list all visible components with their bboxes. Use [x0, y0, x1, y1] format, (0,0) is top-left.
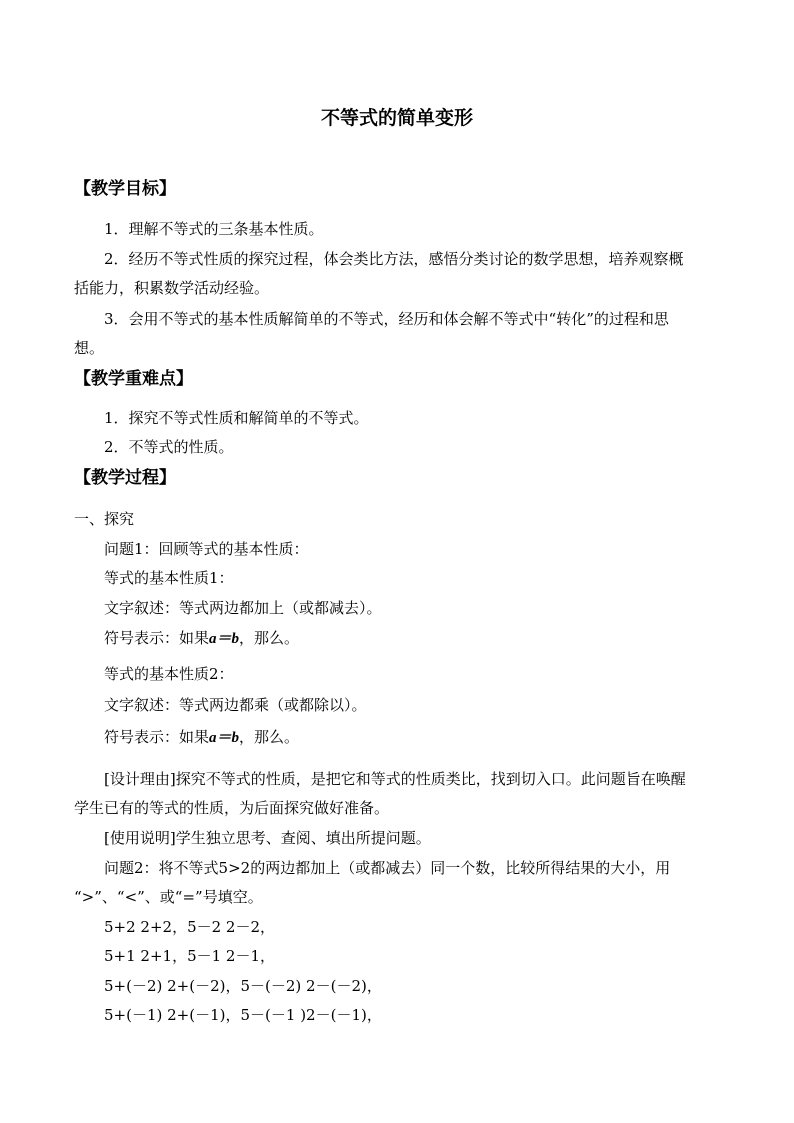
part-1-label: 一、探究 — [74, 510, 135, 528]
goal-item-3-cont: 想。 — [74, 339, 105, 357]
key-point-1: 1．探究不等式性质和解简单的不等式。 — [104, 409, 369, 427]
property-2-text: 文字叙述：等式两边都乘（或都除以）。 — [104, 696, 367, 714]
process-heading: 【教学过程】 — [74, 468, 176, 488]
property-2-equation: a＝b — [209, 730, 240, 746]
exercise-line-4: 5+(－1) 2+(－1)，5－(－1 )2－(－1)， — [104, 1006, 382, 1024]
property-2-title: 等式的基本性质2： — [104, 665, 234, 683]
property-1-symbol-suffix: ，那么。 — [239, 629, 300, 647]
property-1-symbol-prefix: 符号表示：如果 — [104, 629, 210, 647]
property-1-title: 等式的基本性质1： — [104, 569, 234, 587]
property-2-symbol — [104, 727, 299, 748]
exercise-line-2: 5+1 2+1，5－1 2－1， — [104, 947, 276, 965]
question-2-line-1: 问题2：将不等式5>2的两边都加上（或都减去）同一个数，比较所得结果的大小，用 — [104, 859, 671, 877]
design-reason-line-2: 学生已有的等式的性质，为后面探究做好准备。 — [74, 799, 390, 817]
goal-item-3: 3．会用不等式的基本性质解简单的不等式，经历和体会解不等式中“转化”的过程和思 — [104, 310, 669, 328]
goal-item-1: 1．理解不等式的三条基本性质。 — [104, 220, 324, 238]
question-2-line-2: “>”、“<”、或“=”号填空。 — [74, 888, 263, 906]
design-reason-line-1: [设计理由]探究不等式的性质，是把它和等式的性质类比，找到切入口。此问题旨在唤醒 — [104, 770, 686, 788]
goal-item-2: 2．经历不等式性质的探究过程，体会类比方法，感悟分类讨论的数学思想，培养观察概 — [104, 250, 684, 268]
property-2-symbol-suffix: ，那么。 — [239, 728, 300, 746]
goals-heading: 【教学目标】 — [74, 179, 176, 199]
usage-note: [使用说明]学生独立思考、查阅、填出所提问题。 — [104, 829, 431, 847]
key-points-heading: 【教学重难点】 — [74, 369, 193, 389]
question-1: 问题1：回顾等式的基本性质： — [104, 540, 309, 558]
property-2-symbol-prefix: 符号表示：如果 — [104, 728, 210, 746]
property-1-symbol — [104, 628, 299, 649]
exercise-line-1: 5+2 2+2，5－2 2－2， — [104, 918, 276, 936]
property-1-equation: a＝b — [209, 631, 240, 647]
property-1-text: 文字叙述：等式两边都加上（或都减去）。 — [104, 599, 382, 617]
exercise-line-3: 5+(－2) 2+(－2)，5－(－2) 2－(－2)， — [104, 977, 382, 995]
goal-item-2-cont: 括能力，积累数学活动经验。 — [74, 279, 270, 297]
page-title: 不等式的简单变形 — [320, 107, 473, 129]
key-point-2: 2．不等式的性质。 — [104, 438, 234, 456]
